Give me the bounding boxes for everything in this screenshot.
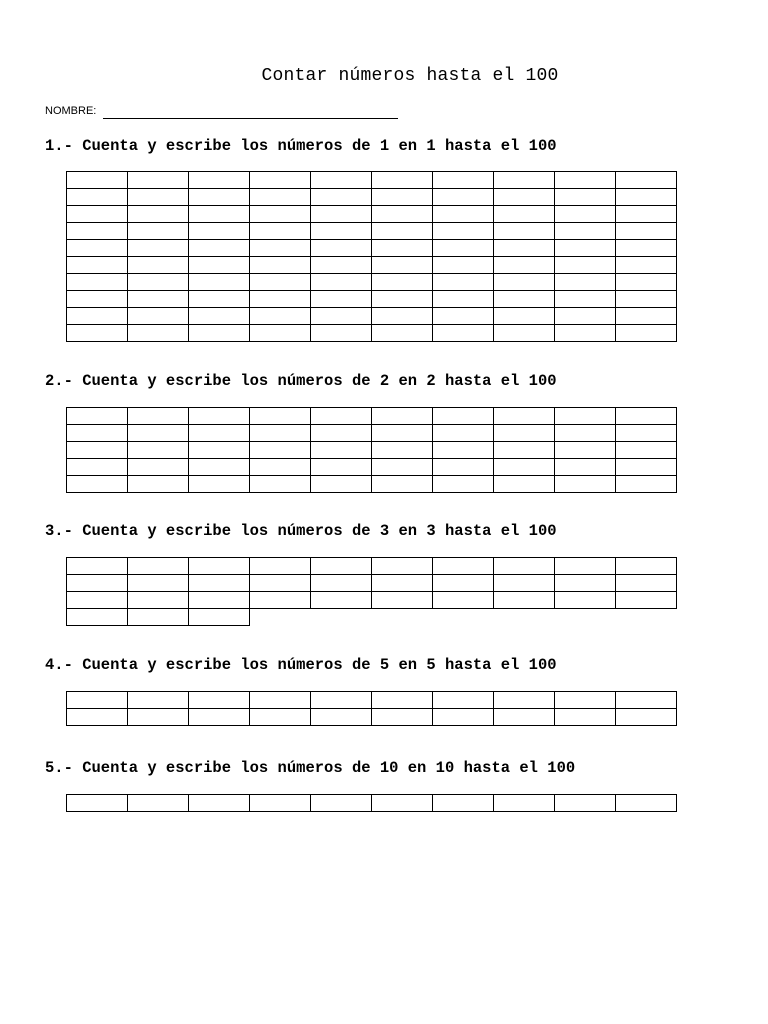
- answer-cell[interactable]: [615, 691, 677, 709]
- answer-cell[interactable]: [188, 574, 250, 592]
- answer-cell[interactable]: [371, 591, 433, 609]
- answer-cell[interactable]: [188, 591, 250, 609]
- answer-cell[interactable]: [310, 708, 372, 726]
- answer-cell[interactable]: [188, 794, 250, 812]
- answer-cell[interactable]: [554, 222, 616, 240]
- answer-cell[interactable]: [310, 188, 372, 206]
- answer-cell[interactable]: [554, 424, 616, 442]
- answer-cell[interactable]: [615, 424, 677, 442]
- answer-cell[interactable]: [371, 557, 433, 575]
- answer-cell[interactable]: [66, 441, 128, 459]
- answer-cell[interactable]: [615, 273, 677, 291]
- answer-cell[interactable]: [554, 239, 616, 257]
- worksheet-title: Contar números hasta el 100: [261, 66, 559, 86]
- answer-cell[interactable]: [493, 794, 555, 812]
- answer-cell[interactable]: [615, 794, 677, 812]
- answer-cell[interactable]: [493, 256, 555, 274]
- answer-cell[interactable]: [493, 290, 555, 308]
- answer-cell[interactable]: [310, 205, 372, 223]
- answer-cell[interactable]: [127, 591, 189, 609]
- answer-cell[interactable]: [615, 256, 677, 274]
- answer-cell[interactable]: [66, 239, 128, 257]
- answer-cell[interactable]: [188, 307, 250, 325]
- answer-cell[interactable]: [127, 205, 189, 223]
- answer-cell[interactable]: [615, 290, 677, 308]
- answer-cell[interactable]: [310, 290, 372, 308]
- answer-cell[interactable]: [371, 171, 433, 189]
- answer-cell[interactable]: [371, 205, 433, 223]
- answer-cell[interactable]: [554, 475, 616, 493]
- answer-cell[interactable]: [127, 324, 189, 342]
- answer-cell[interactable]: [127, 441, 189, 459]
- answer-cell[interactable]: [371, 475, 433, 493]
- exercise-1-heading: 1.- Cuenta y escribe los números de 1 en 1 hasta el 100: [45, 137, 557, 155]
- answer-cell[interactable]: [188, 239, 250, 257]
- answer-cell[interactable]: [615, 307, 677, 325]
- answer-cell[interactable]: [188, 256, 250, 274]
- answer-cell[interactable]: [127, 424, 189, 442]
- answer-cell[interactable]: [66, 290, 128, 308]
- answer-cell[interactable]: [249, 239, 311, 257]
- answer-cell[interactable]: [432, 407, 494, 425]
- answer-cell[interactable]: [493, 691, 555, 709]
- answer-cell[interactable]: [188, 171, 250, 189]
- answer-cell[interactable]: [310, 458, 372, 476]
- answer-cell[interactable]: [249, 273, 311, 291]
- answer-cell[interactable]: [432, 691, 494, 709]
- answer-cell[interactable]: [188, 424, 250, 442]
- answer-cell[interactable]: [188, 222, 250, 240]
- answer-cell[interactable]: [493, 171, 555, 189]
- answer-cell[interactable]: [432, 794, 494, 812]
- answer-cell[interactable]: [554, 324, 616, 342]
- answer-cell[interactable]: [127, 458, 189, 476]
- answer-cell[interactable]: [66, 273, 128, 291]
- answer-cell[interactable]: [188, 441, 250, 459]
- answer-cell[interactable]: [554, 307, 616, 325]
- answer-cell[interactable]: [310, 307, 372, 325]
- answer-cell[interactable]: [310, 794, 372, 812]
- answer-cell[interactable]: [66, 188, 128, 206]
- answer-cell[interactable]: [615, 222, 677, 240]
- answer-cell[interactable]: [249, 290, 311, 308]
- answer-cell[interactable]: [310, 591, 372, 609]
- answer-cell[interactable]: [310, 424, 372, 442]
- answer-cell[interactable]: [188, 475, 250, 493]
- answer-cell[interactable]: [310, 407, 372, 425]
- answer-cell[interactable]: [371, 188, 433, 206]
- answer-cell[interactable]: [432, 441, 494, 459]
- answer-cell[interactable]: [493, 205, 555, 223]
- answer-cell[interactable]: [310, 171, 372, 189]
- answer-cell[interactable]: [310, 273, 372, 291]
- answer-cell[interactable]: [249, 256, 311, 274]
- answer-cell[interactable]: [615, 205, 677, 223]
- answer-cell[interactable]: [127, 290, 189, 308]
- answer-cell[interactable]: [371, 222, 433, 240]
- answer-cell[interactable]: [371, 441, 433, 459]
- answer-cell[interactable]: [493, 273, 555, 291]
- answer-cell[interactable]: [249, 708, 311, 726]
- answer-cell[interactable]: [127, 708, 189, 726]
- answer-cell[interactable]: [554, 708, 616, 726]
- answer-cell[interactable]: [66, 407, 128, 425]
- exercise-3-heading: 3.- Cuenta y escribe los números de 3 en 3 hasta el 100: [45, 522, 557, 540]
- answer-cell[interactable]: [432, 557, 494, 575]
- answer-cell[interactable]: [371, 324, 433, 342]
- answer-cell[interactable]: [554, 458, 616, 476]
- answer-cell[interactable]: [493, 591, 555, 609]
- answer-cell[interactable]: [188, 290, 250, 308]
- answer-cell[interactable]: [66, 608, 128, 626]
- answer-cell[interactable]: [188, 608, 250, 626]
- answer-cell[interactable]: [371, 458, 433, 476]
- answer-cell[interactable]: [615, 407, 677, 425]
- answer-cell[interactable]: [188, 691, 250, 709]
- exercise-2-heading: 2.- Cuenta y escribe los números de 2 en 2 hasta el 100: [45, 372, 557, 390]
- answer-cell[interactable]: [432, 708, 494, 726]
- answer-cell[interactable]: [127, 307, 189, 325]
- answer-cell[interactable]: [66, 475, 128, 493]
- answer-cell[interactable]: [615, 171, 677, 189]
- answer-cell[interactable]: [554, 691, 616, 709]
- answer-cell[interactable]: [127, 171, 189, 189]
- answer-cell[interactable]: [493, 407, 555, 425]
- answer-cell[interactable]: [66, 691, 128, 709]
- answer-cell[interactable]: [432, 222, 494, 240]
- answer-cell[interactable]: [493, 307, 555, 325]
- answer-cell[interactable]: [188, 557, 250, 575]
- answer-cell[interactable]: [554, 794, 616, 812]
- answer-cell[interactable]: [310, 256, 372, 274]
- answer-cell[interactable]: [66, 205, 128, 223]
- answer-cell[interactable]: [432, 273, 494, 291]
- answer-cell[interactable]: [432, 205, 494, 223]
- answer-cell[interactable]: [493, 188, 555, 206]
- answer-cell[interactable]: [432, 239, 494, 257]
- answer-cell[interactable]: [249, 307, 311, 325]
- exercise-4-heading: 4.- Cuenta y escribe los números de 5 en 5 hasta el 100: [45, 656, 557, 674]
- answer-cell[interactable]: [310, 557, 372, 575]
- answer-cell[interactable]: [66, 424, 128, 442]
- answer-cell[interactable]: [432, 591, 494, 609]
- answer-cell[interactable]: [371, 256, 433, 274]
- answer-cell[interactable]: [432, 324, 494, 342]
- answer-cell[interactable]: [249, 591, 311, 609]
- answer-cell[interactable]: [554, 441, 616, 459]
- answer-cell[interactable]: [66, 794, 128, 812]
- answer-cell[interactable]: [188, 407, 250, 425]
- answer-cell[interactable]: [249, 441, 311, 459]
- answer-cell[interactable]: [493, 708, 555, 726]
- answer-cell[interactable]: [310, 239, 372, 257]
- answer-cell[interactable]: [188, 188, 250, 206]
- answer-cell[interactable]: [371, 794, 433, 812]
- answer-cell[interactable]: [66, 591, 128, 609]
- answer-cell[interactable]: [249, 171, 311, 189]
- answer-cell[interactable]: [554, 273, 616, 291]
- answer-cell[interactable]: [66, 307, 128, 325]
- answer-cell[interactable]: [615, 475, 677, 493]
- answer-cell[interactable]: [127, 608, 189, 626]
- answer-cell[interactable]: [371, 691, 433, 709]
- answer-cell[interactable]: [310, 222, 372, 240]
- answer-cell[interactable]: [66, 222, 128, 240]
- answer-cell[interactable]: [66, 256, 128, 274]
- answer-cell[interactable]: [127, 273, 189, 291]
- answer-cell[interactable]: [554, 407, 616, 425]
- answer-cell[interactable]: [493, 324, 555, 342]
- name-field-line[interactable]: [103, 118, 398, 119]
- answer-cell[interactable]: [432, 574, 494, 592]
- answer-cell[interactable]: [249, 188, 311, 206]
- answer-cell[interactable]: [615, 188, 677, 206]
- answer-cell[interactable]: [249, 324, 311, 342]
- answer-cell[interactable]: [249, 458, 311, 476]
- answer-cell[interactable]: [127, 794, 189, 812]
- answer-cell[interactable]: [493, 475, 555, 493]
- answer-cell[interactable]: [310, 441, 372, 459]
- answer-cell[interactable]: [371, 307, 433, 325]
- answer-cell[interactable]: [66, 708, 128, 726]
- answer-cell[interactable]: [249, 475, 311, 493]
- answer-cell[interactable]: [249, 557, 311, 575]
- answer-cell[interactable]: [432, 171, 494, 189]
- name-label: NOMBRE:: [45, 105, 97, 117]
- answer-cell[interactable]: [310, 691, 372, 709]
- answer-cell[interactable]: [615, 574, 677, 592]
- answer-cell[interactable]: [554, 188, 616, 206]
- answer-cell[interactable]: [127, 557, 189, 575]
- answer-cell[interactable]: [371, 424, 433, 442]
- answer-cell[interactable]: [66, 458, 128, 476]
- answer-cell[interactable]: [371, 290, 433, 308]
- answer-cell[interactable]: [432, 475, 494, 493]
- answer-cell[interactable]: [371, 239, 433, 257]
- exercise-5-heading: 5.- Cuenta y escribe los números de 10 en 10 hasta el 100: [45, 759, 576, 777]
- answer-cell[interactable]: [554, 591, 616, 609]
- answer-cell[interactable]: [127, 574, 189, 592]
- answer-cell[interactable]: [554, 171, 616, 189]
- answer-cell[interactable]: [493, 222, 555, 240]
- answer-cell[interactable]: [249, 424, 311, 442]
- answer-cell[interactable]: [493, 424, 555, 442]
- answer-cell[interactable]: [554, 205, 616, 223]
- answer-cell[interactable]: [310, 324, 372, 342]
- answer-cell[interactable]: [188, 273, 250, 291]
- answer-cell[interactable]: [432, 188, 494, 206]
- answer-cell[interactable]: [371, 273, 433, 291]
- answer-cell[interactable]: [188, 205, 250, 223]
- answer-cell[interactable]: [554, 574, 616, 592]
- answer-cell[interactable]: [432, 256, 494, 274]
- answer-cell[interactable]: [66, 171, 128, 189]
- answer-cell[interactable]: [493, 239, 555, 257]
- answer-cell[interactable]: [127, 256, 189, 274]
- answer-cell[interactable]: [249, 407, 311, 425]
- answer-cell[interactable]: [554, 290, 616, 308]
- answer-cell[interactable]: [188, 324, 250, 342]
- answer-cell[interactable]: [615, 324, 677, 342]
- answer-cell[interactable]: [127, 475, 189, 493]
- answer-cell[interactable]: [554, 256, 616, 274]
- answer-cell[interactable]: [127, 239, 189, 257]
- answer-cell[interactable]: [127, 407, 189, 425]
- answer-cell[interactable]: [127, 691, 189, 709]
- answer-cell[interactable]: [188, 708, 250, 726]
- answer-cell[interactable]: [432, 290, 494, 308]
- answer-cell[interactable]: [432, 424, 494, 442]
- answer-cell[interactable]: [249, 205, 311, 223]
- answer-cell[interactable]: [615, 239, 677, 257]
- answer-cell[interactable]: [66, 574, 128, 592]
- answer-cell[interactable]: [554, 557, 616, 575]
- answer-cell[interactable]: [432, 307, 494, 325]
- answer-cell[interactable]: [371, 708, 433, 726]
- answer-cell[interactable]: [615, 557, 677, 575]
- answer-cell[interactable]: [493, 458, 555, 476]
- answer-cell[interactable]: [615, 708, 677, 726]
- answer-cell[interactable]: [371, 574, 433, 592]
- answer-cell[interactable]: [493, 557, 555, 575]
- answer-cell[interactable]: [493, 441, 555, 459]
- answer-cell[interactable]: [249, 794, 311, 812]
- answer-cell[interactable]: [66, 324, 128, 342]
- answer-cell[interactable]: [249, 222, 311, 240]
- answer-cell[interactable]: [371, 407, 433, 425]
- answer-cell[interactable]: [188, 458, 250, 476]
- answer-cell[interactable]: [249, 574, 311, 592]
- answer-cell[interactable]: [615, 441, 677, 459]
- answer-cell[interactable]: [615, 458, 677, 476]
- answer-cell[interactable]: [310, 475, 372, 493]
- answer-cell[interactable]: [493, 574, 555, 592]
- answer-cell[interactable]: [127, 222, 189, 240]
- answer-cell[interactable]: [432, 458, 494, 476]
- answer-cell[interactable]: [310, 574, 372, 592]
- answer-cell[interactable]: [66, 557, 128, 575]
- answer-cell[interactable]: [615, 591, 677, 609]
- answer-cell[interactable]: [249, 691, 311, 709]
- answer-cell[interactable]: [127, 188, 189, 206]
